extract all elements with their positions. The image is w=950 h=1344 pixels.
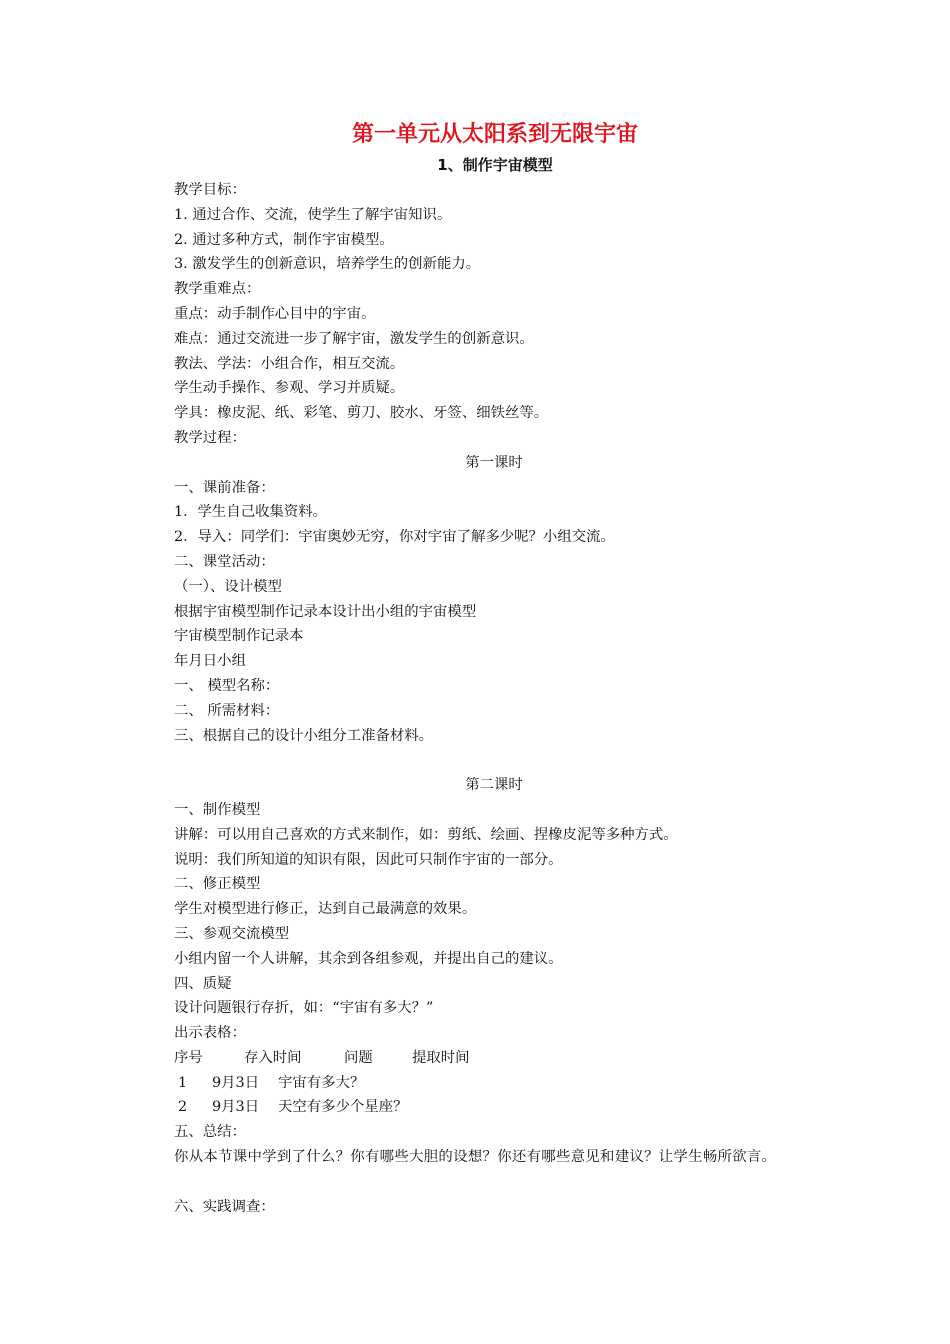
objective-item: 2. 通过多种方式，制作宇宙模型。 <box>174 231 394 248</box>
table-cell: 9月3日 <box>212 1099 260 1116</box>
text-line: 难点：通过交流进一步了解宇宙，激发学生的创新意识。 <box>174 330 534 347</box>
text-line: 二、修正模型 <box>174 876 261 893</box>
text-line: 学生动手操作、参观、学习并质疑。 <box>174 380 405 397</box>
text-line: 三、参观交流模型 <box>174 925 290 942</box>
section-heading-process: 教学过程： <box>174 429 246 446</box>
text-line: 出示表格： <box>174 1025 246 1042</box>
table-header-cell: 问题 <box>344 1049 373 1066</box>
text-line: 二、 所需材料： <box>174 702 280 719</box>
text-line: 小组内留一个人讲解，其余到各组参观，并提出自己的建议。 <box>174 950 563 967</box>
text-line: 重点：动手制作心目中的宇宙。 <box>174 305 376 322</box>
objective-item: 3. 激发学生的创新意识，培养学生的创新能力。 <box>174 256 481 273</box>
text-line: 2．导入：同学们：宇宙奥妙无穷，你对宇宙了解多少呢？小组交流。 <box>174 529 615 546</box>
text-line: 说明：我们所知道的知识有限，因此可只制作宇宙的一部分。 <box>174 851 563 868</box>
document-body <box>174 178 814 1120</box>
table-cell: 9月3日 <box>212 1074 260 1091</box>
text-line: （一）、设计模型 <box>174 578 282 595</box>
text-line: 四、质疑 <box>174 975 232 992</box>
objective-item: 1. 通过合作、交流，使学生了解宇宙知识。 <box>174 206 452 223</box>
text-line: 根据宇宙模型制作记录本设计出小组的宇宙模型 <box>174 603 477 620</box>
table-cell: 1 <box>178 1074 188 1091</box>
table-row <box>174 1071 814 1096</box>
text-line: 三、根据自己的设计小组分工准备材料。 <box>174 727 434 744</box>
section-heading-objectives: 教学目标： <box>174 182 246 198</box>
table-row <box>174 1095 814 1120</box>
table-cell: 宇宙有多大？ <box>278 1074 365 1091</box>
practice-heading: 六、实践调查： <box>174 1199 275 1215</box>
text-line: 讲解：可以用自己喜欢的方式来制作，如：剪纸、绘画、捏橡皮泥等多种方式。 <box>174 826 678 843</box>
text-line: 学具：橡皮泥、纸、彩笔、剪刀、胶水、牙签、细铁丝等。 <box>174 405 549 422</box>
lesson-period-heading: 第一课时 <box>465 454 523 471</box>
table-header-row <box>174 1046 814 1071</box>
text-line: 二、课堂活动： <box>174 553 275 570</box>
section-heading-key-points: 教学重难点： <box>174 281 261 298</box>
text-line: 一、 模型名称： <box>174 677 280 694</box>
table-header-cell: 存入时间 <box>244 1049 302 1066</box>
text-line: 1．学生自己收集资料。 <box>174 504 328 521</box>
lesson-subtitle: 1、制作宇宙模型 <box>437 156 553 174</box>
table-cell: 天空有多少个星座？ <box>278 1099 408 1116</box>
lesson-period-heading: 第二课时 <box>465 777 523 794</box>
table-header-cell: 序号 <box>174 1049 203 1066</box>
unit-title: 第一单元从太阳系到无限宇宙 <box>351 122 638 147</box>
text-line: 学生对模型进行修正，达到自己最满意的效果。 <box>174 901 477 918</box>
text-line: 设计问题银行存折，如：“宇宙有多大？” <box>174 1000 434 1017</box>
text-line: 宇宙模型制作记录本 <box>174 628 304 645</box>
blank-line <box>174 748 814 773</box>
summary-heading: 五、总结： <box>174 1124 246 1140</box>
text-line: 年月日小组 <box>174 653 246 670</box>
text-line: 一、制作模型 <box>174 801 261 818</box>
table-cell: 2 <box>178 1099 188 1116</box>
text-line: 教法、学法：小组合作，相互交流。 <box>174 355 405 372</box>
summary-text: 你从本节课中学到了什么？你有哪些大胆的设想？你还有哪些意见和建议？让学生畅所欲言。 <box>174 1149 777 1165</box>
summary-block <box>145 1145 810 1170</box>
text-line: 一、课前准备： <box>174 479 275 496</box>
table-header-cell: 提取时间 <box>412 1049 470 1066</box>
